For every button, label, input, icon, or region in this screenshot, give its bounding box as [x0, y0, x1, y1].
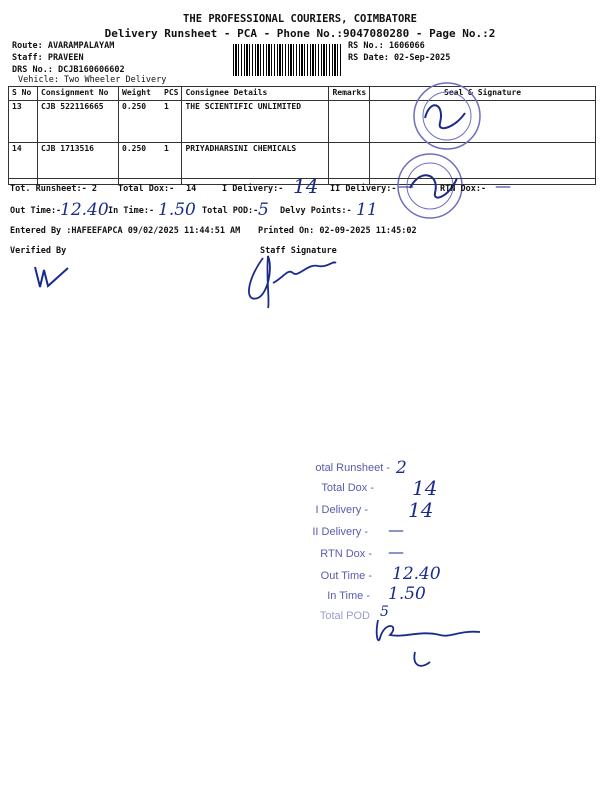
tot-runsheet: Tot. Runsheet:- 2: [10, 184, 97, 194]
summary-stamp: [270, 458, 600, 668]
rtn-dox-handwritten: —: [495, 176, 511, 195]
runsheet-title: Delivery Runsheet - PCA - Phone No.:9047080280 - Page No.:2: [104, 27, 496, 40]
staff-label: Staff: PRAVEEN: [12, 53, 84, 63]
stamp-row-label: otal Runsheet -: [315, 462, 390, 474]
runsheet-table: [8, 86, 596, 185]
total-dox-value: 14: [186, 184, 197, 194]
cell-weight: 0.250: [119, 143, 162, 185]
col-pcs: PCS: [161, 87, 182, 101]
stamp-row-label: I Delivery -: [315, 504, 368, 516]
rtn-dox-label: RTN Dox:-: [440, 184, 487, 194]
stamp-row-value: 2: [396, 458, 407, 478]
cell-consignment: CJB 522116665: [38, 101, 119, 143]
cell-pcs: 1: [161, 143, 182, 185]
total-pod-label: Total POD:-: [202, 206, 259, 216]
col-remarks: Remarks: [329, 87, 370, 101]
col-weight: Weight: [119, 87, 162, 101]
total-dox-label: Total Dox:-: [118, 184, 175, 194]
stamp-row-label: Out Time -: [320, 570, 372, 582]
stamp-row-value: —: [388, 542, 404, 561]
table-row: [9, 101, 596, 143]
cell-sno: 13: [9, 101, 38, 143]
verified-by-label: Verified By: [10, 246, 67, 256]
seal-stamp-icon: [395, 78, 500, 223]
out-time-label: Out Time:-: [10, 206, 62, 216]
stamp-row-value: 12.40: [392, 564, 441, 584]
stamp-row-value: 1.50: [388, 584, 426, 604]
col-consignment: Consignment No: [38, 87, 119, 101]
route-label: Route: AVARAMPALAYAM: [12, 41, 115, 51]
total-pod-handwritten: 5: [258, 200, 269, 220]
rs-date: RS Date: 02-Sep-2025: [348, 53, 451, 63]
out-time-handwritten: 12.40: [60, 200, 109, 220]
stamp-signature-icon: [370, 610, 490, 670]
in-time-handwritten: 1.50: [158, 200, 196, 220]
rs-number: RS No.: 1606066: [348, 41, 425, 51]
col-sno: S No: [9, 87, 38, 101]
in-time-label: In Time:-: [108, 206, 155, 216]
company-title: THE PROFESSIONAL COURIERS, COIMBATORE: [183, 13, 417, 25]
i-delivery-label: I Delivery:-: [222, 184, 284, 194]
delvy-points-handwritten: 11: [356, 200, 378, 220]
stamp-row-label: II Delivery -: [312, 526, 368, 538]
printed-on: Printed On: 02-09-2025 11:45:02: [258, 226, 417, 236]
stamp-row-value: 14: [412, 476, 438, 500]
entered-by: Entered By :HAFEEFAPCA 09/02/2025 11:44:51 AM: [10, 226, 241, 236]
cell-pcs: 1: [161, 101, 182, 143]
cell-consignee: PRIYADHARSINI CHEMICALS: [182, 143, 329, 185]
cell-consignment: CJB 1713516: [38, 143, 119, 185]
col-consignee: Consignee Details: [182, 87, 329, 101]
stamp-row-label: In Time -: [327, 590, 370, 602]
i-delivery-handwritten: 14: [293, 174, 319, 198]
barcode: [233, 44, 343, 76]
ii-delivery-handwritten: —: [398, 176, 414, 195]
cell-consignee: THE SCIENTIFIC UNLIMITED: [182, 101, 329, 143]
cell-weight: 0.250: [119, 101, 162, 143]
col-seal: Seal & Signature: [370, 87, 596, 101]
stamp-row-label: Total Dox -: [321, 482, 374, 494]
stamp-row-value: 14: [408, 498, 434, 522]
vehicle-label: Vehicle: Two Wheeler Delivery: [18, 75, 167, 85]
stamp-row-value: 5: [380, 604, 389, 620]
cell-remarks: [329, 101, 370, 143]
cell-sno: 14: [9, 143, 38, 185]
verified-signature-icon: [30, 262, 75, 292]
delvy-points-label: Delvy Points:-: [280, 206, 352, 216]
stamp-row-value: —: [388, 520, 404, 539]
ii-delivery-label: II Delivery:-: [330, 184, 397, 194]
staff-signature-icon: [238, 248, 348, 313]
drs-number: DRS No.: DCJB160606602: [12, 65, 125, 75]
staff-signature-label: Staff Signature: [260, 246, 337, 256]
stamp-row-label: RTN Dox -: [320, 548, 372, 560]
stamp-row-label: Total POD: [319, 610, 370, 622]
